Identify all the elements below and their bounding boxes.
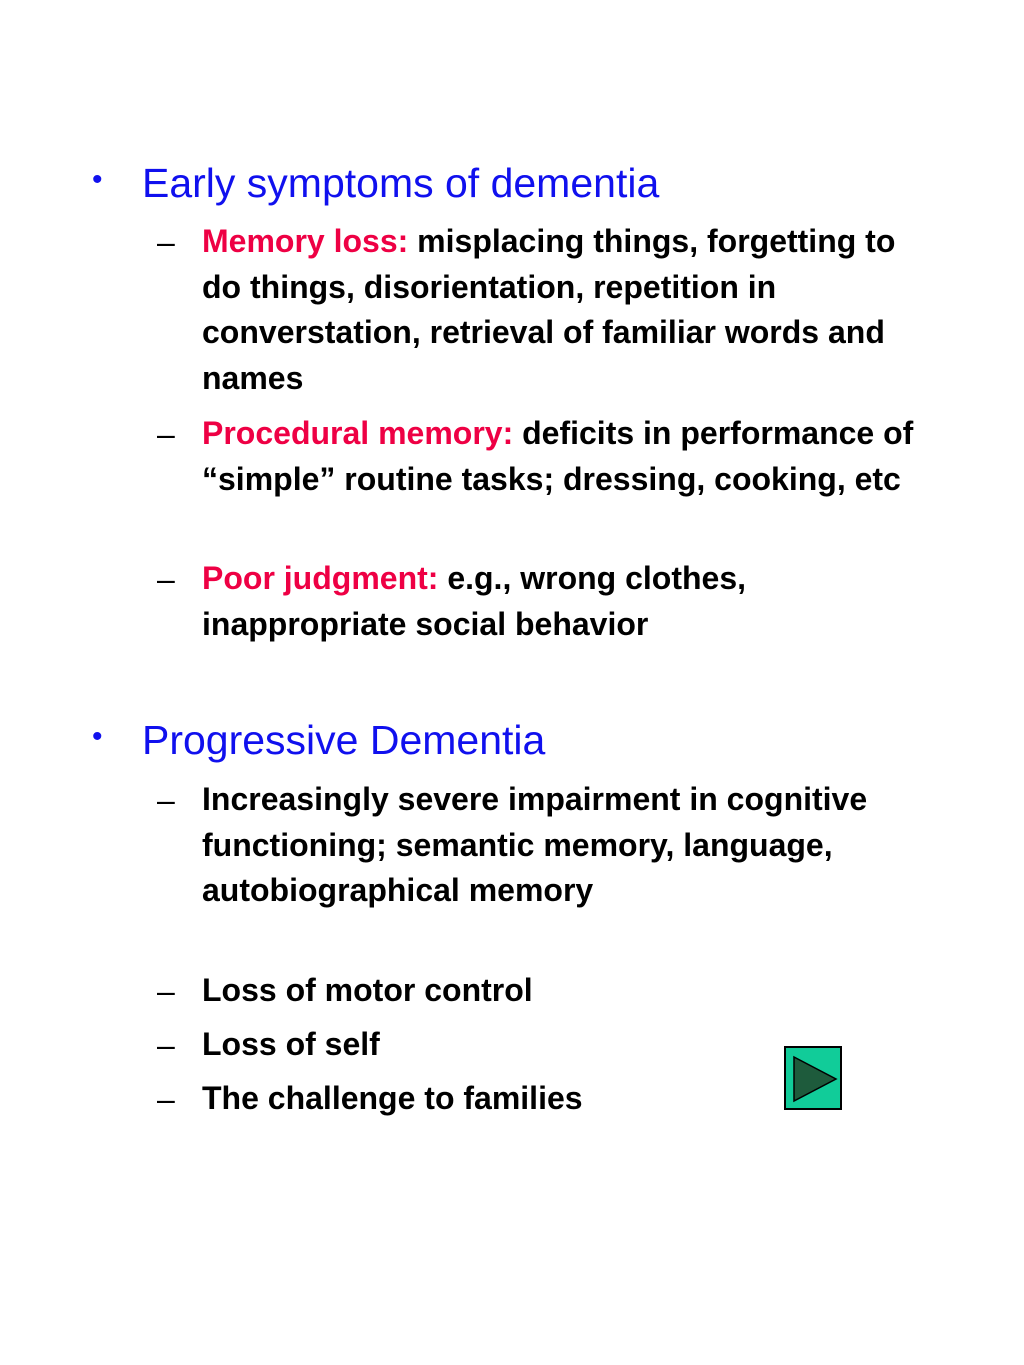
list-item-memory-loss — [202, 219, 922, 401]
dash-marker: – — [157, 416, 175, 452]
section-heading-progressive-dementia: Progressive Dementia — [142, 717, 546, 763]
list-item-loss-of-self: Loss of self — [202, 1026, 380, 1062]
bullet-dot: • — [92, 163, 103, 196]
term-label: Procedural memory: — [202, 415, 514, 451]
play-triangle-icon — [790, 1055, 838, 1103]
list-item-impairment: Increasingly severe impairment in cognitive functioning; semantic memory, language, autobiographical memory — [202, 781, 868, 908]
list-item-motor-control: Loss of motor control — [202, 972, 533, 1008]
term-label: Poor judgment: — [202, 560, 439, 596]
dash-marker: – — [157, 782, 175, 818]
list-item-procedural-memory — [202, 411, 922, 502]
next-slide-button[interactable] — [784, 1046, 842, 1110]
item-text: deficits in performance of “simple” routine tasks; dressing, cooking, etc — [202, 415, 914, 497]
list-item-challenge-families: The challenge to families — [202, 1080, 583, 1116]
dash-marker: – — [157, 561, 175, 597]
item-text: misplacing things, forgetting to do things, disorientation, repetition in converstation, retrieval of familiar words and names — [202, 223, 896, 396]
bullet-dot: • — [92, 720, 103, 753]
section-heading-early-symptoms: Early symptoms of dementia — [142, 160, 660, 206]
item-text: e.g., wrong clothes, inappropriate social behavior — [202, 560, 747, 642]
list-item-poor-judgment — [202, 556, 922, 647]
term-label: Memory loss: — [202, 223, 409, 259]
dash-marker: – — [157, 973, 175, 1009]
dash-marker: – — [157, 1081, 175, 1117]
dash-marker: – — [157, 1027, 175, 1063]
dash-marker: – — [157, 224, 175, 260]
